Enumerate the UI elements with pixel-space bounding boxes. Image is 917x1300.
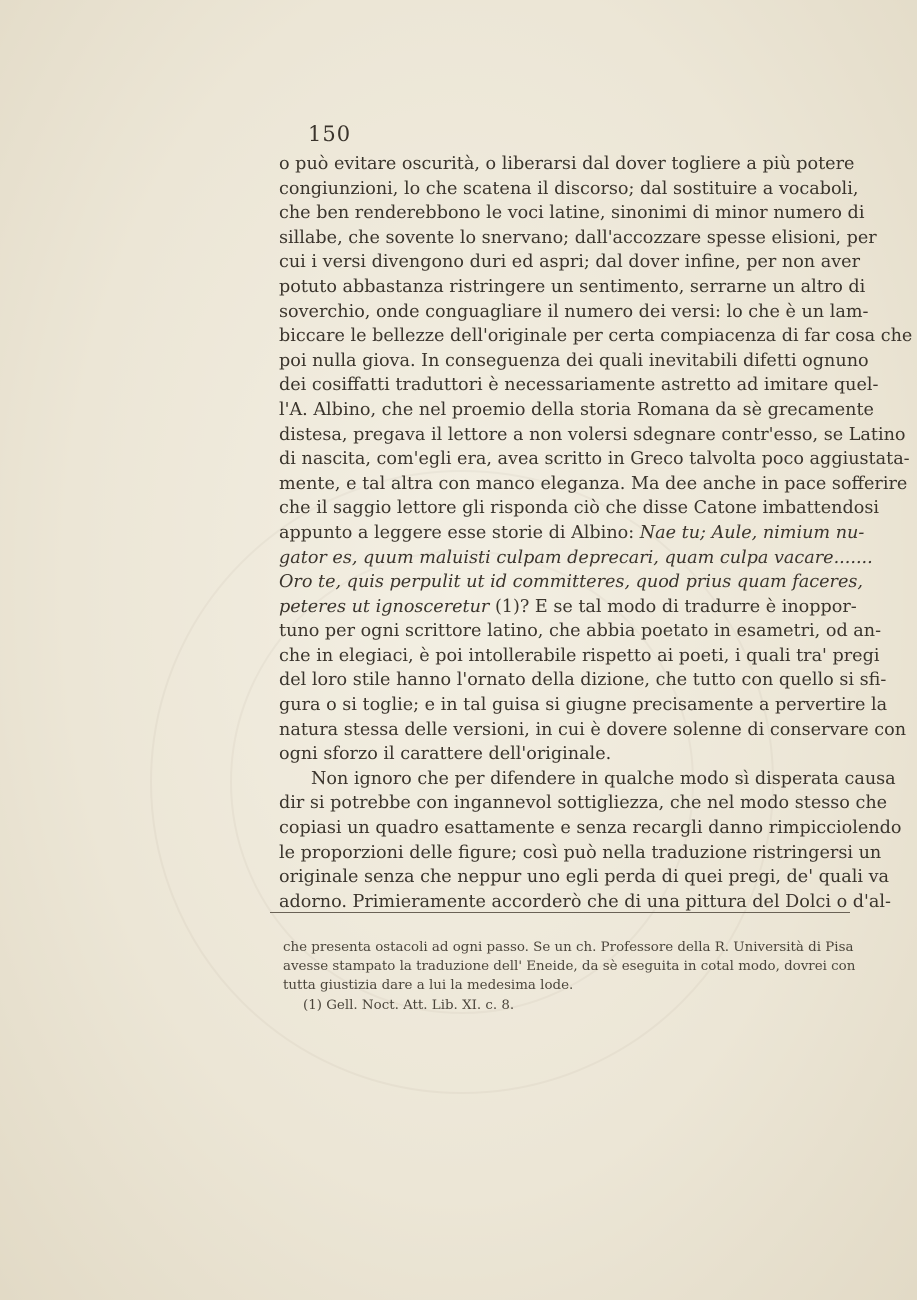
footnote-line: tutta giustizia dare a lui la medesima lode.: [283, 978, 574, 994]
body-line: [279, 644, 880, 669]
body-line-text: o può evitare oscurità, o liberarsi dal dover togliere a più potere: [279, 154, 855, 174]
body-line: [279, 373, 879, 398]
body-line-text: dir si potrebbe con ingannevol sottigliezza, che nel modo stesso che: [279, 793, 888, 814]
body-line: [279, 619, 882, 644]
body-line: [279, 250, 860, 275]
body-line: [279, 201, 865, 226]
body-line: [279, 693, 888, 718]
body-line: [279, 521, 865, 546]
body-line: [279, 226, 877, 251]
body-line-text: di nascita, com'egli era, avea scritto in Greco talvolta poco aggiustata-: [279, 449, 910, 470]
body-line: [279, 595, 857, 620]
body-line: [279, 841, 882, 866]
body-line-text: natura stessa delle versioni, in cui è dovere solenne di conservare con: [279, 719, 907, 740]
body-line-text: sillabe, che sovente lo snervano; dall'accozzare spesse elisioni, per: [279, 227, 877, 248]
body-line: [279, 718, 907, 743]
body-line-text: dei cosiffatti traduttori è necessariamente astretto ad imitare quel-: [279, 375, 879, 396]
body-line-text: mente, e tal altra con manco eleganza. Ma dee anche in pace sofferire: [279, 473, 908, 494]
body-line-text: copiasi un quadro esattamente e senza recargli danno rimpicciolendo: [279, 818, 902, 839]
body-line: [279, 398, 874, 423]
page-number: 150: [308, 122, 352, 146]
body-line-text: poi nulla giova. In conseguenza dei quali inevitabili difetti ognuno: [279, 350, 869, 371]
body-line: [279, 668, 887, 693]
body-line: [279, 742, 841, 767]
footnotes: [283, 938, 856, 1015]
body-line-text: appunto a leggere esse storie di Albino:: [279, 522, 635, 543]
body-line-text: (1)? E se tal modo di tradurre è inoppor-: [494, 596, 857, 617]
body-line-text: soverchio, onde conguagliare il numero dei versi: lo che è un lam-: [279, 301, 869, 322]
footnote-citation: (1) Gell. Noct. Att. Lib. XI. c. 8.: [303, 997, 515, 1013]
body-line-text: che in elegiaci, è poi intollerabile rispetto ai poeti, i quali tra' pregi: [279, 645, 880, 666]
body-line: [279, 767, 896, 792]
body-line: [279, 177, 859, 202]
body-line-text: che il saggio lettore gli risponda ciò che disse Catone imbattendosi: [279, 498, 879, 519]
body-line: [279, 152, 855, 177]
body-line: [279, 570, 863, 595]
body-line-text: gura o si toglie; e in tal guisa si giugne precisamente a pervertire la: [279, 695, 888, 716]
body-line: [279, 423, 906, 448]
footnote-rule: [270, 912, 850, 913]
body-line-text: congiunzioni, lo che scatena il discorso; dal sostituire a vocaboli,: [279, 178, 859, 199]
body-line-text: che ben renderebbono le voci latine, sinonimi di minor numero di: [279, 203, 865, 224]
body-line-text: del loro stile hanno l'ornato della dizione, che tutto con quello si sfi-: [279, 670, 887, 691]
body-line: [279, 275, 866, 300]
body-text: [279, 152, 913, 914]
body-line-text: tuno per ogni scrittore latino, che abbia poetato in esametri, od an-: [279, 621, 882, 642]
body-line: [279, 865, 890, 890]
body-line: [279, 324, 913, 349]
body-line-text: Non ignoro che per difendere in qualche modo sì disperata causa: [311, 768, 896, 789]
body-line-text: adorno. Primieramente accorderò che di una pittura del Dolci o d'al-: [279, 891, 891, 912]
body-line: [279, 496, 879, 521]
footnote-line: che presenta ostacoli ad ogni passo. Se un ch. Professore della R. Università di Pisa: [283, 940, 854, 955]
footnote-line: avesse stampato la traduzione dell' Eneide, da sè eseguita in cotal modo, dovrei con: [283, 959, 856, 975]
body-line-italic: gator es, quum maluisti culpam deprecari, quam culpa vacare.......: [279, 547, 873, 568]
body-line-text: l'A. Albino, che nel proemio della storia Romana da sè grecamente: [279, 399, 874, 420]
body-line: [279, 447, 910, 472]
body-line-text: cui i versi divengono duri ed aspri; dal dover infine, per non aver: [279, 252, 860, 273]
body-line: [279, 890, 891, 915]
body-line: [279, 349, 869, 374]
body-line-italic: Nae tu; Aule, nimium nu-: [639, 522, 865, 543]
body-line: [279, 816, 902, 841]
body-line: [279, 300, 869, 325]
body-line: [279, 546, 873, 571]
body-line-text: ogni sforzo il carattere dell'originale.: [279, 744, 612, 765]
body-line: [279, 472, 908, 497]
body-line-text: distesa, pregava il lettore a non volersi sdegnare contr'esso, se Latino: [279, 424, 906, 445]
body-line-text: potuto abbastanza ristringere un sentimento, serrarne un altro di: [279, 276, 866, 297]
body-line-text: biccare le bellezze dell'originale per certa compiacenza di far cosa che: [279, 326, 913, 347]
body-line-text: originale senza che neppur uno egli perda di quei pregi, de' quali va: [279, 867, 890, 888]
body-line: [279, 791, 888, 816]
body-line-italic: peteres ut ignosceretur: [279, 596, 490, 617]
body-line-italic: Oro te, quis perpulit ut id committeres, quod prius quam faceres,: [279, 572, 863, 593]
body-line-text: le proporzioni delle figure; così può nella traduzione ristringersi un: [279, 842, 882, 863]
